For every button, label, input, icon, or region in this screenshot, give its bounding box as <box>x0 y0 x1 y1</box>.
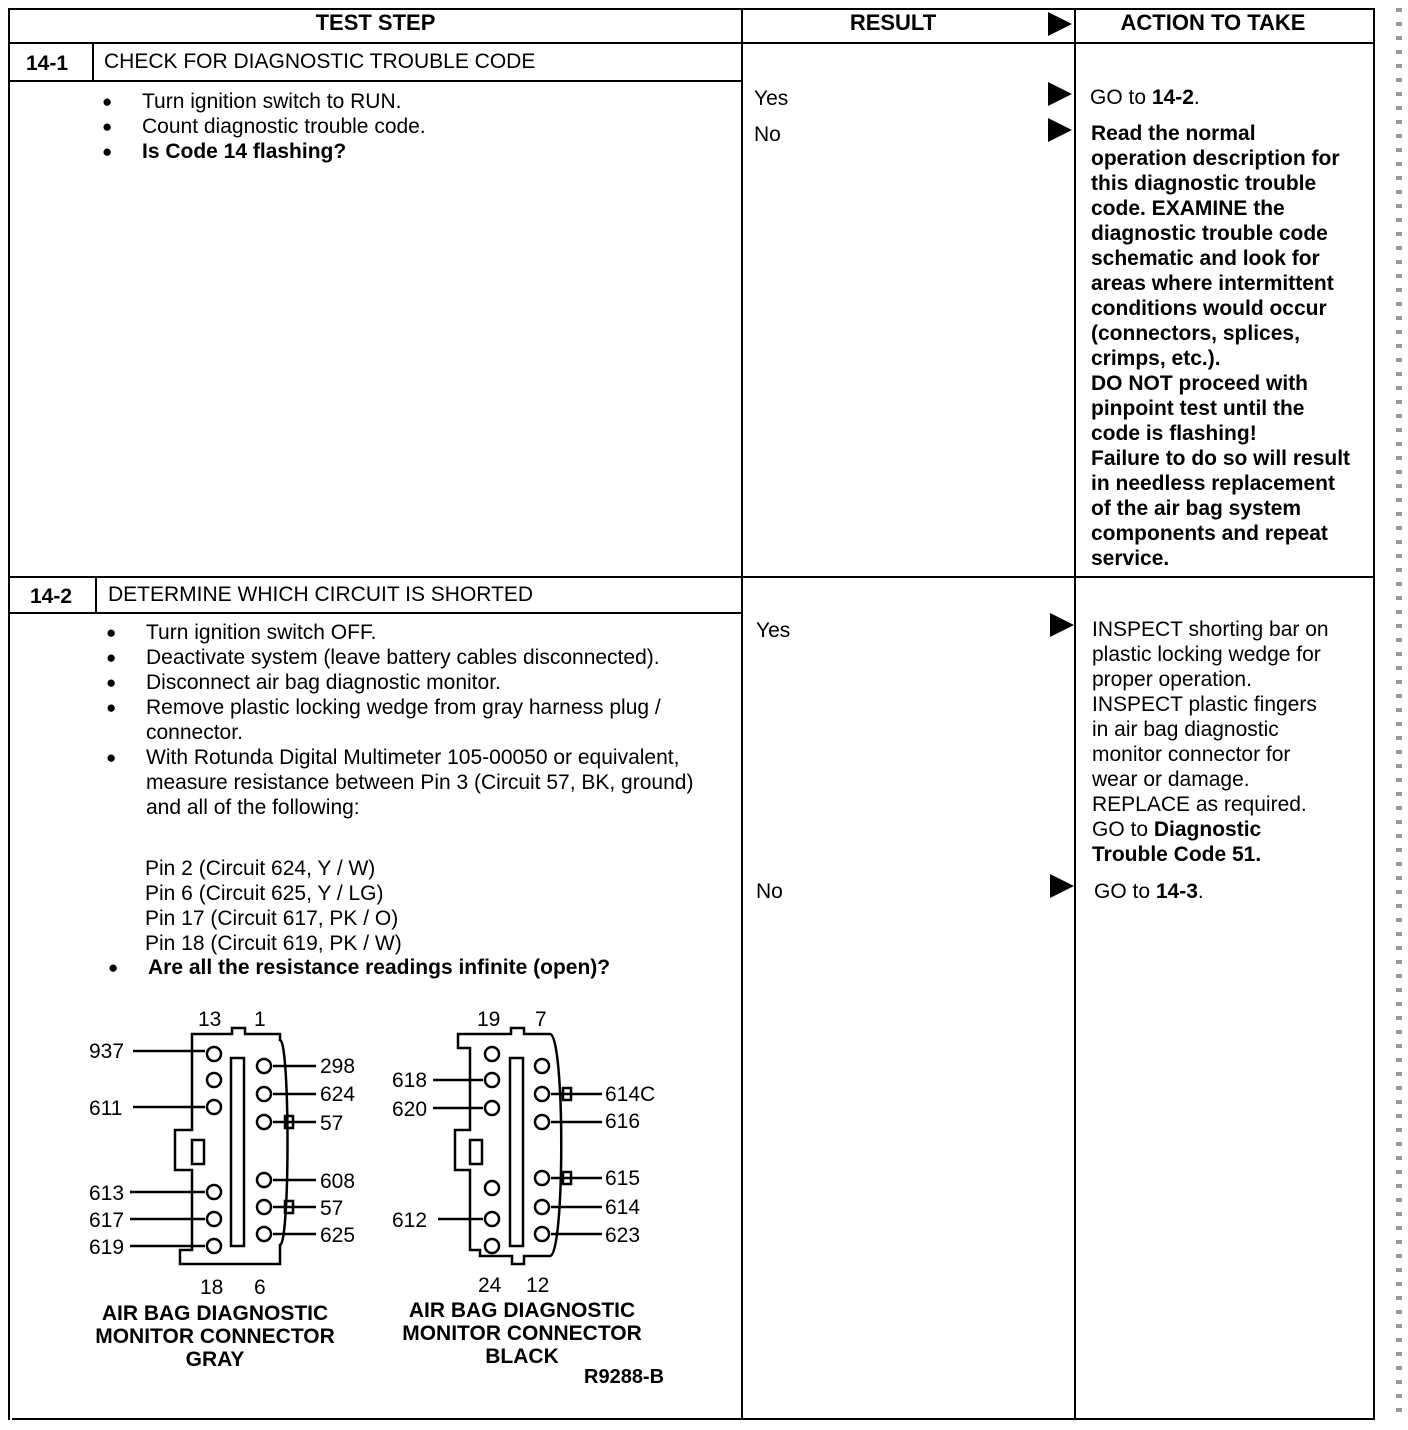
caption-line: GRAY <box>185 1348 245 1371</box>
black-connector-caption <box>382 1299 662 1368</box>
gray-pin <box>257 1173 271 1187</box>
step1-action-no-line: in needless replacement <box>1091 472 1335 495</box>
col-divider-1 <box>741 8 743 1420</box>
gray-pin <box>257 1227 271 1241</box>
black-pin-12: 12 <box>526 1274 550 1297</box>
step1-result-yes: Yes <box>754 87 789 110</box>
step1-action-no-line: service. <box>1091 547 1170 570</box>
black-pin <box>535 1059 549 1073</box>
step2-action-yes-line: REPLACE as required. <box>1092 793 1307 816</box>
step1-action-yes-suffix: . <box>1193 86 1200 109</box>
step1-bullet-1: ● Turn ignition switch to RUN. <box>102 89 722 114</box>
caption-line: MONITOR CONNECTOR <box>95 1325 335 1348</box>
pin-item: Pin 17 (Circuit 617, PK / O) <box>145 907 399 930</box>
black-label-612: 612 <box>392 1209 428 1232</box>
gray-pin <box>257 1115 271 1129</box>
gray-pin-13: 13 <box>198 1008 222 1031</box>
gray-pin <box>207 1100 221 1114</box>
step2-yes-arrow-icon <box>1050 613 1074 637</box>
step2-action-yes-line: monitor connector for <box>1092 743 1291 766</box>
step1-action-no-line: DO NOT proceed with <box>1091 372 1309 395</box>
pin-item: Pin 18 (Circuit 619, PK / W) <box>145 932 402 955</box>
step1-bullet-3: ● Is Code 14 flashing? <box>102 139 722 164</box>
step2-action-no <box>1094 879 1204 904</box>
gray-connector-bar <box>231 1058 244 1246</box>
step1-action-yes <box>1090 85 1200 110</box>
step1-no-arrow-icon <box>1048 118 1072 142</box>
black-label-618: 618 <box>392 1069 428 1092</box>
black-pin <box>535 1171 549 1185</box>
header-test-step: TEST STEP <box>315 10 436 35</box>
step1-action-no-line: conditions would occur <box>1091 297 1327 320</box>
step1-action-no-line: Failure to do so will result <box>1091 447 1351 470</box>
step2-action-yes-line: wear or damage. <box>1092 768 1250 791</box>
frame-right <box>1373 8 1375 1420</box>
goto-prefix: GO to <box>1092 818 1154 841</box>
black-pin-7: 7 <box>535 1008 547 1031</box>
caption-line: AIR BAG DIAGNOSTIC <box>408 1299 636 1322</box>
step2-question: ● Are all the resistance readings infinite (open)? <box>108 955 728 980</box>
col-divider-2 <box>1074 8 1076 1420</box>
step1-action-yes-ref: 14-2 <box>1151 86 1194 109</box>
gray-pin-6: 6 <box>254 1276 266 1299</box>
gray-connector-caption <box>75 1302 355 1371</box>
header-action: ACTION TO TAKE <box>1120 10 1306 35</box>
step1-action-no-line: code is flashing! <box>1091 422 1257 445</box>
scan-edge-marks <box>1396 8 1402 1418</box>
step2-action-yes-line: plastic locking wedge for <box>1092 643 1321 666</box>
header-arrow-icon <box>1048 12 1072 36</box>
black-pin <box>535 1115 549 1129</box>
gray-pin <box>207 1212 221 1226</box>
black-label-620: 620 <box>392 1098 428 1121</box>
gray-label-608: 608 <box>320 1170 356 1193</box>
gray-connector-tab <box>192 1140 204 1164</box>
black-label-614c: 614C <box>605 1083 656 1106</box>
gray-label-57b: 57 <box>320 1197 344 1220</box>
header-result: RESULT <box>849 10 937 35</box>
step2-title: DETERMINE WHICH CIRCUIT IS SHORTED <box>108 583 534 606</box>
step2-bullet-3: ● Disconnect air bag diagnostic monitor. <box>106 670 706 695</box>
gray-label-613: 613 <box>89 1182 125 1205</box>
gray-label-611: 611 <box>89 1097 123 1120</box>
step1-bullet-2: ● Count diagnostic trouble code. <box>102 114 722 139</box>
gray-label-57: 57 <box>320 1112 344 1135</box>
step2-action-yes <box>1092 617 1372 867</box>
caption-line: MONITOR CONNECTOR <box>402 1322 642 1345</box>
black-pin <box>535 1087 549 1101</box>
gray-pin-18: 18 <box>200 1276 224 1299</box>
black-connector-tab <box>470 1140 482 1164</box>
frame-bottom <box>12 1418 1374 1420</box>
step1-action-no-line: code. EXAMINE the <box>1091 197 1285 220</box>
black-label-615: 615 <box>605 1167 641 1190</box>
step2-action-no-prefix: GO to <box>1094 880 1156 903</box>
caption-line: BLACK <box>485 1345 559 1368</box>
gray-pin <box>207 1073 221 1087</box>
step1-action-no-line: schematic and look for <box>1091 247 1320 270</box>
step1-action-no-line: pinpoint test until the <box>1091 397 1305 420</box>
gray-label-617: 617 <box>89 1209 125 1232</box>
figure-ref: R9288-B <box>584 1366 665 1388</box>
gray-label-625: 625 <box>320 1224 356 1247</box>
black-pin <box>485 1212 499 1226</box>
gray-label-619: 619 <box>89 1236 125 1259</box>
gray-pin <box>257 1200 271 1214</box>
step2-no-arrow-icon <box>1050 874 1074 898</box>
step1-action-no-line: components and repeat <box>1091 522 1328 545</box>
black-label-616: 616 <box>605 1110 641 1133</box>
step2-action-yes-line: in air bag diagnostic <box>1092 718 1279 741</box>
step2-bullet-2: ● Deactivate system (leave battery cables disconnected). <box>106 645 706 670</box>
black-connector-bar <box>510 1058 523 1246</box>
step1-action-no-line: crimps, etc.). <box>1091 347 1221 370</box>
step2-action-yes-line: INSPECT shorting bar on <box>1092 618 1329 641</box>
gray-pin <box>207 1185 221 1199</box>
step2-number: 14-2 <box>30 585 73 608</box>
gray-pin <box>207 1239 221 1253</box>
black-pin <box>485 1101 499 1115</box>
step2-action-no-suffix: . <box>1197 880 1204 903</box>
step1-action-no <box>1091 121 1371 571</box>
black-pin <box>535 1227 549 1241</box>
black-pin <box>485 1181 499 1195</box>
pin-item: Pin 2 (Circuit 624, Y / W) <box>145 857 376 880</box>
step1-action-no-line: of the air bag system <box>1091 497 1302 520</box>
step2-bullet-5: ● With Rotunda Digital Multimeter 105-00050 or equivalent, measure resistance between Pin 3 (Circuit 57, BK, ground) and all of the following: <box>106 745 706 820</box>
step1-action-no-line: diagnostic trouble code <box>1091 222 1328 245</box>
step1-action-no-line: operation description for <box>1091 147 1340 170</box>
gray-pin-1: 1 <box>254 1008 266 1031</box>
step2-action-no-ref: 14-3 <box>1155 880 1198 903</box>
step1-action-yes-prefix: GO to <box>1090 86 1152 109</box>
step1-yes-arrow-icon <box>1048 82 1072 106</box>
black-pin-19: 19 <box>477 1008 501 1031</box>
step1-action-no-line: Read the normal <box>1091 122 1256 145</box>
step2-bullet-4: ● Remove plastic locking wedge from gray harness plug / connector. <box>106 695 706 745</box>
step1-title: CHECK FOR DIAGNOSTIC TROUBLE CODE <box>104 50 536 73</box>
caption-line: AIR BAG DIAGNOSTIC <box>101 1302 329 1325</box>
step1-result-no: No <box>754 123 781 146</box>
pin-item: Pin 6 (Circuit 625, Y / LG) <box>145 882 384 905</box>
gray-label-298: 298 <box>320 1055 356 1078</box>
black-pin <box>485 1239 499 1253</box>
goto-ref-cont: Trouble Code 51. <box>1092 843 1262 866</box>
gray-pin <box>257 1087 271 1101</box>
gray-pin <box>257 1059 271 1073</box>
step1-action-no-line: (connectors, splices, <box>1091 322 1300 345</box>
goto-ref: Diagnostic <box>1153 818 1262 841</box>
step2-result-no: No <box>756 880 783 903</box>
black-pin <box>535 1200 549 1214</box>
gray-pin <box>207 1047 221 1061</box>
black-label-614: 614 <box>605 1196 641 1219</box>
gray-label-624: 624 <box>320 1083 356 1106</box>
black-pin-24: 24 <box>478 1274 502 1297</box>
step2-action-yes-line: proper operation. <box>1092 668 1252 691</box>
black-label-623: 623 <box>605 1224 641 1247</box>
step1-action-no-line: areas where intermittent <box>1091 272 1334 295</box>
gray-label-937: 937 <box>89 1040 125 1063</box>
step2-result-yes: Yes <box>756 619 791 642</box>
step2-action-yes-line: INSPECT plastic fingers <box>1092 693 1317 716</box>
step1-number: 14-1 <box>26 52 69 75</box>
step2-action-yes-goto <box>1092 817 1372 842</box>
black-pin <box>485 1073 499 1087</box>
step1-action-no-line: this diagnostic trouble <box>1091 172 1317 195</box>
step2-bullet-1: ● Turn ignition switch OFF. <box>106 620 706 645</box>
black-pin <box>485 1047 499 1061</box>
